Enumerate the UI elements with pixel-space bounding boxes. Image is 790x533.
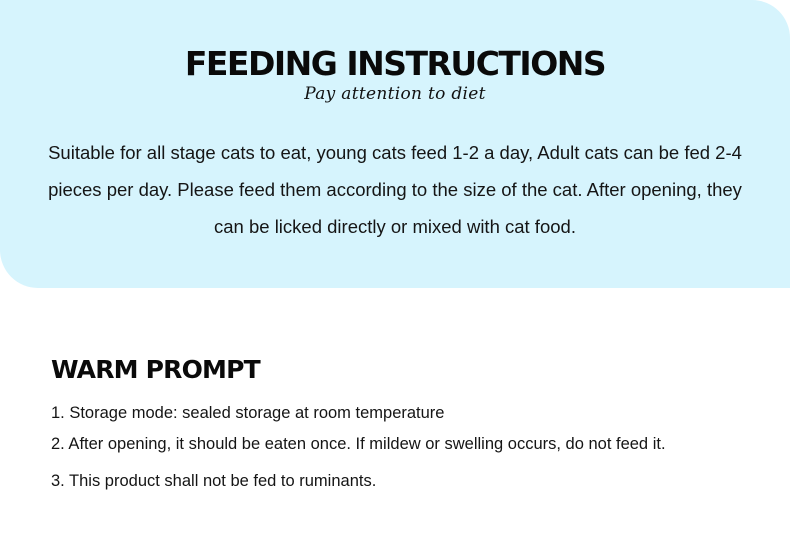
feeding-instructions-subtitle: Pay attention to diet bbox=[304, 84, 486, 104]
warm-prompt-item-storage: 1. Storage mode: sealed storage at room temperature bbox=[51, 404, 445, 422]
feeding-instructions-title: FEEDING INSTRUCTIONS bbox=[184, 44, 606, 83]
feeding-instructions-text: Suitable for all stage cats to eat, young cats feed 1-2 a day, Adult cats can be fed 2-4 pieces per day. Please feed them according to the size of the cat. After opening, they can be licked directly or mixed with cat food. bbox=[48, 142, 742, 237]
warm-prompt-title: WARM PROMPT bbox=[51, 355, 260, 384]
warm-prompt-item-ruminants: 3. This product shall not be fed to ruminants. bbox=[51, 472, 377, 490]
warm-prompt-item-opening: 2. After opening, it should be eaten once. If mildew or swelling occurs, do not feed it. bbox=[51, 435, 666, 453]
